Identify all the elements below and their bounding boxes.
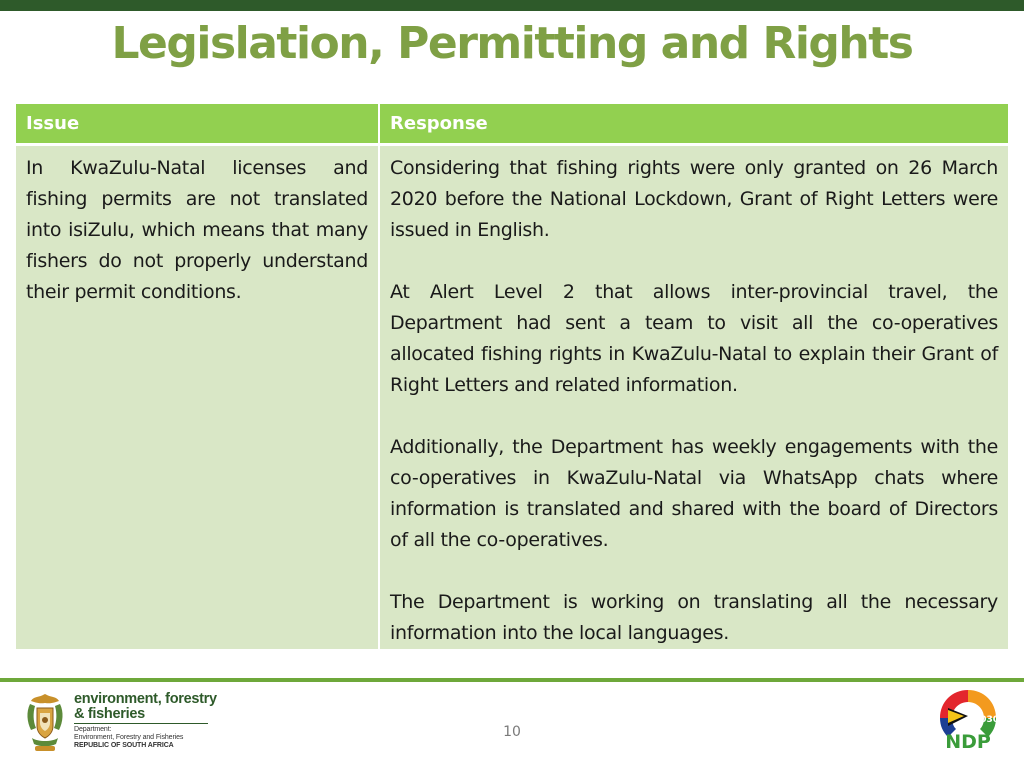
response-paragraph-2: At Alert Level 2 that allows inter-provincial travel, the Department had sent a team to visit all the co-operatives allocated fishing rights in KwaZulu-Natal to explain their Grant of Right Letters and related information.: [390, 281, 998, 396]
ndp-2030-logo-icon: [934, 686, 1002, 754]
header-response: Response: [379, 104, 1008, 145]
response-paragraph-4: The Department is working on translating all the necessary information into the local languages.: [390, 591, 998, 644]
logo-subtext: Department: Environment, Forestry and Fisheries REPUBLIC OF SOUTH AFRICA: [74, 726, 184, 749]
svg-text:2030: 2030: [974, 715, 1000, 725]
issue-cell: [16, 145, 379, 651]
coat-of-arms-icon: [22, 692, 68, 754]
table-row: [16, 145, 1008, 651]
department-logo: [22, 692, 222, 756]
issue-text: In KwaZulu-Natal licenses and fishing permits are not translated into isiZulu, which means that many fishers do not properly understand their permit conditions.: [26, 157, 368, 303]
response-paragraph-3: Additionally, the Department has weekly engagements with the co-operatives in KwaZulu-Natal via WhatsApp chats where information is translated and shared with the board of Directors of all the co-operatives.: [390, 436, 998, 551]
logo-wordmark: environment, forestry & fisheries: [74, 691, 217, 722]
response-cell: [379, 145, 1008, 651]
top-accent-bar: [0, 0, 1024, 11]
page-number: 10: [503, 724, 521, 740]
slide-title: Legislation, Permitting and Rights: [111, 18, 913, 69]
table-header-row: [16, 104, 1008, 145]
response-paragraph-1: Considering that fishing rights were only granted on 26 March 2020 before the National Lockdown, Grant of Right Letters were issued in English.: [390, 157, 998, 241]
logo-rule: [74, 723, 208, 724]
svg-text:NDP: NDP: [945, 731, 991, 753]
issue-response-table: [16, 104, 1008, 652]
footer-divider: [0, 678, 1024, 682]
header-issue: Issue: [16, 104, 379, 145]
